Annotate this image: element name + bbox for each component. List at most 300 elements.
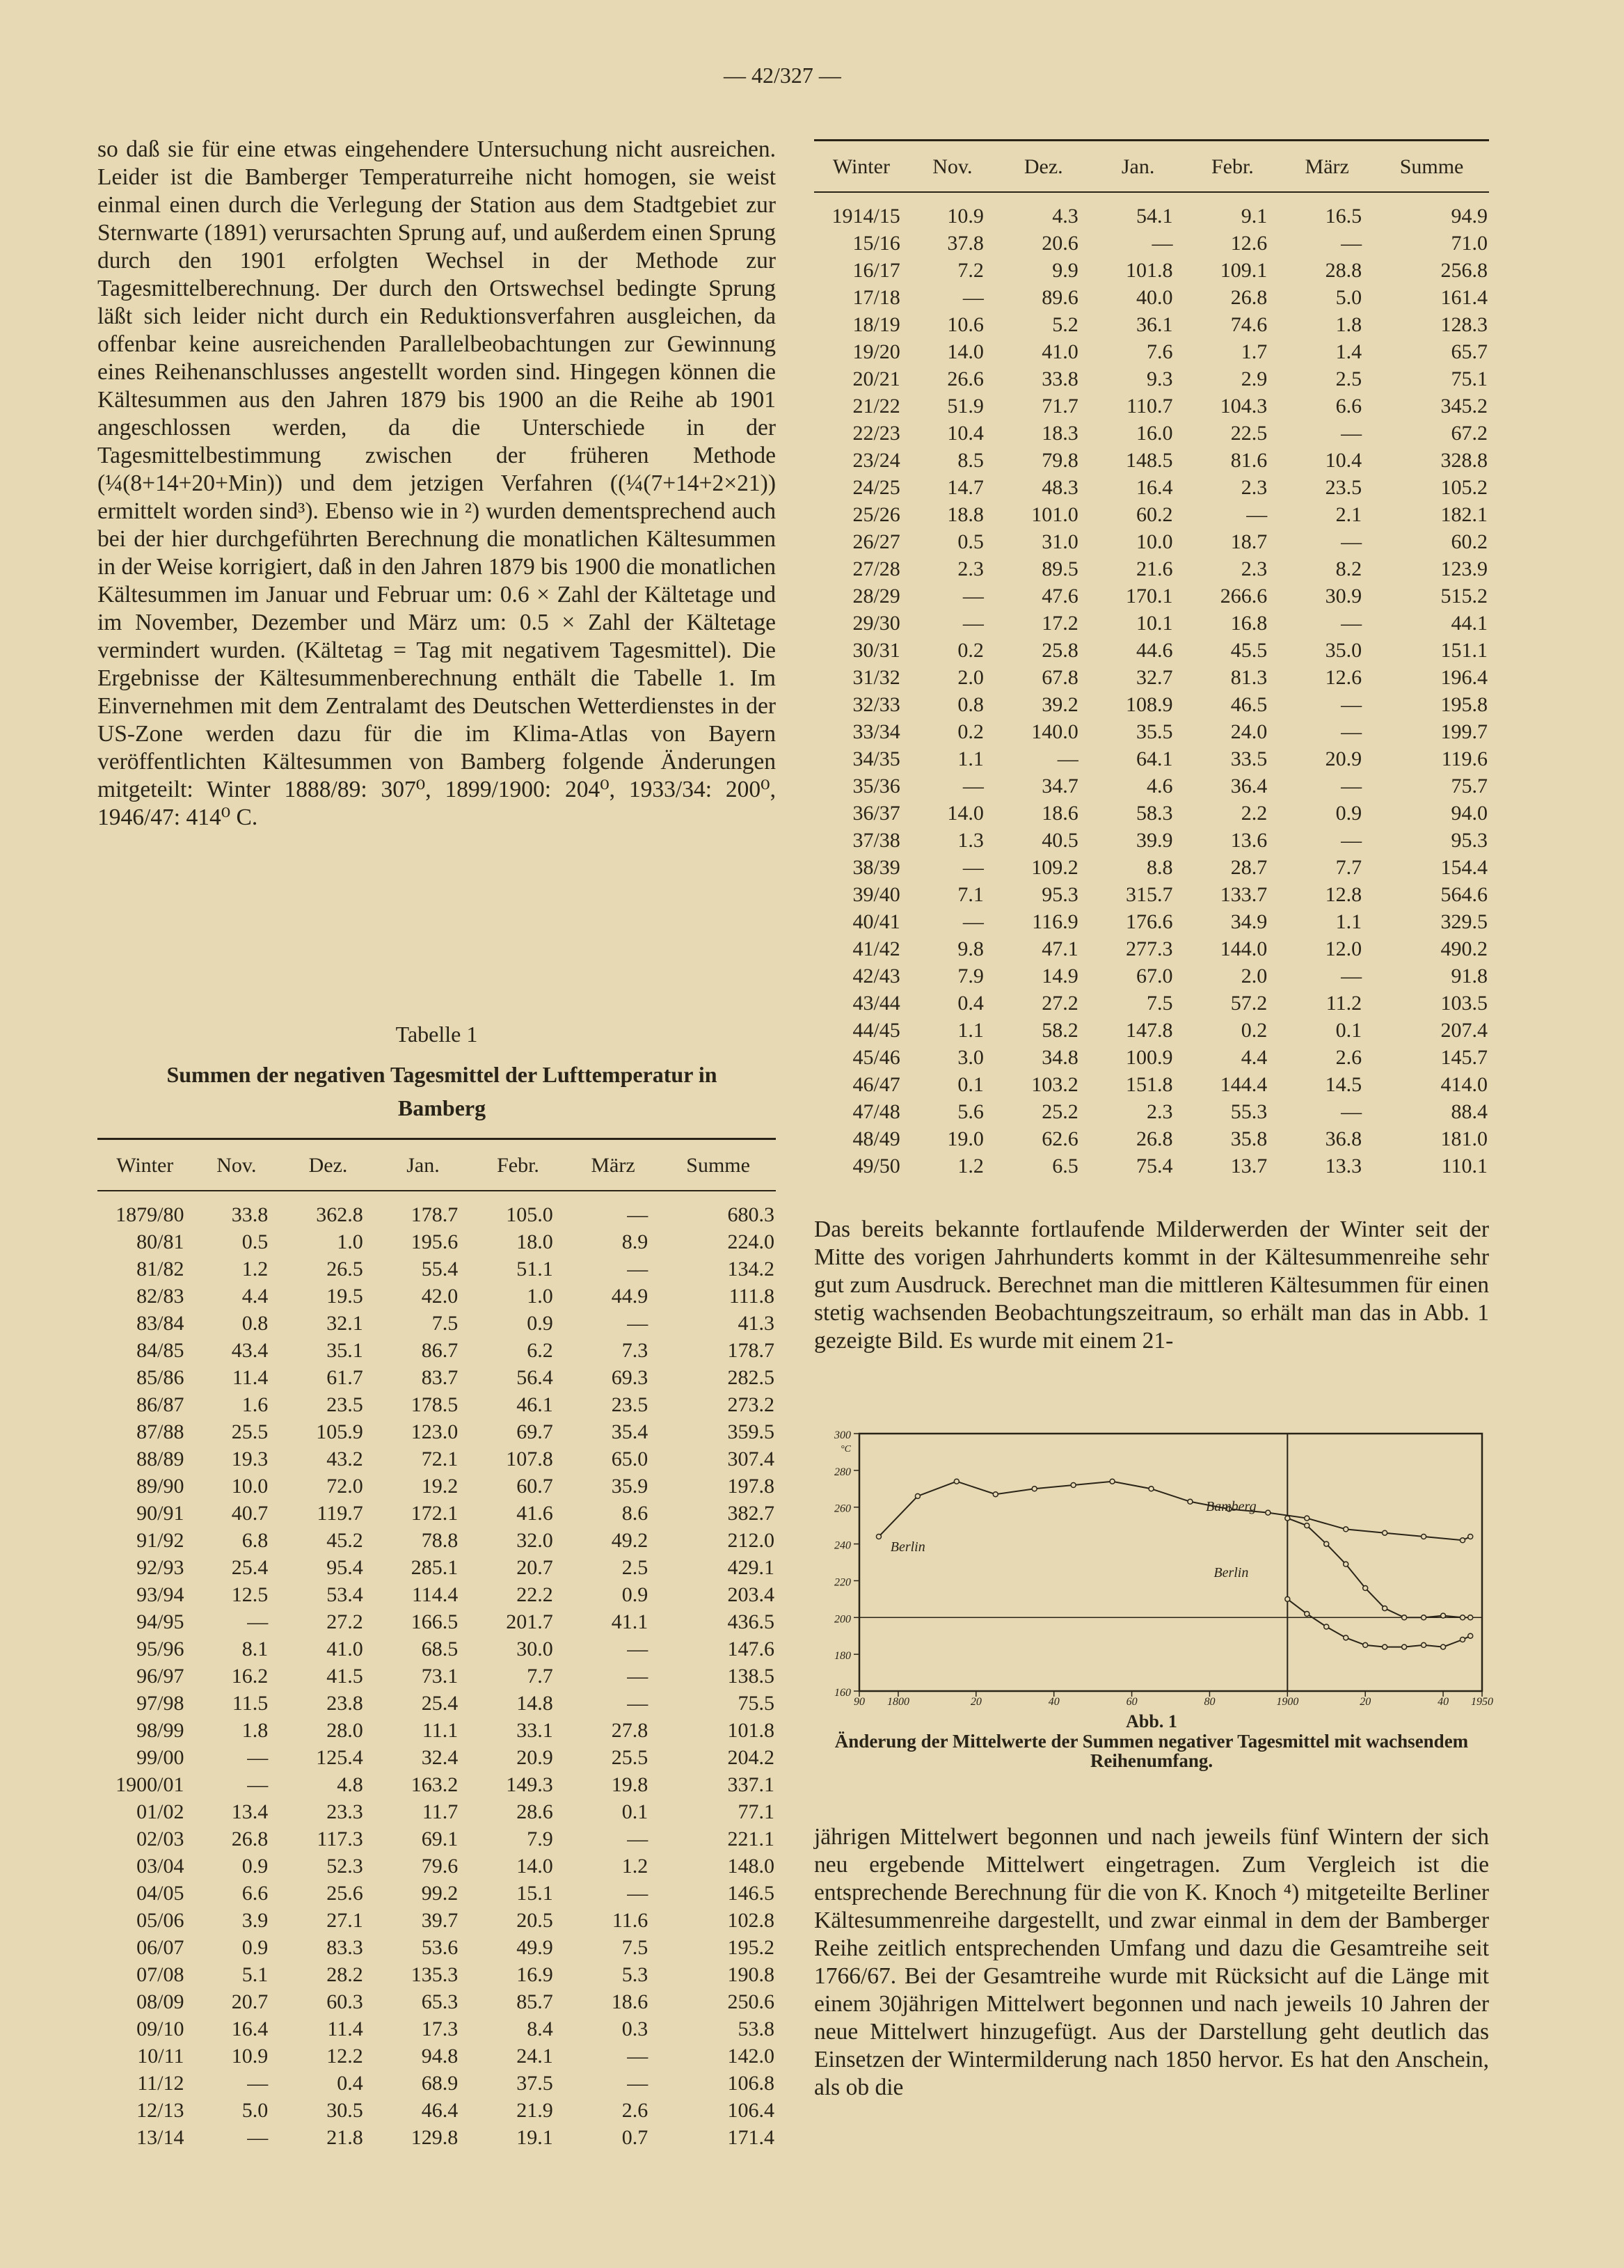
- data-point: [1305, 1612, 1309, 1617]
- table-cell: 4.4: [1241, 1046, 1268, 1069]
- x-tick-label: 60: [1126, 1696, 1138, 1708]
- table-row: [97, 1988, 776, 2015]
- data-point: [1422, 1615, 1426, 1620]
- table-cell: 8.9: [621, 1230, 648, 1253]
- table-cell: 105.9: [316, 1420, 363, 1443]
- table-cell: 176.6: [1125, 910, 1173, 933]
- table-row: [97, 2015, 776, 2043]
- table-row: [97, 1364, 776, 1391]
- x-tick-label: 90: [854, 1696, 865, 1708]
- table-cell: 25.4: [421, 1692, 459, 1715]
- table-cell: 43.4: [231, 1339, 269, 1362]
- table-cell: 41.0: [1042, 340, 1078, 363]
- table-row: [97, 1880, 776, 1907]
- table-row: [814, 962, 1489, 990]
- table-cell: 25/26: [852, 503, 900, 526]
- table-cell: 16.5: [1325, 205, 1362, 228]
- table-row: [814, 311, 1489, 338]
- table-cell: 4.3: [1052, 205, 1078, 228]
- table-cell: 20.9: [516, 1746, 553, 1769]
- table-cell: —: [627, 1637, 648, 1660]
- table-cell: 107.8: [506, 1448, 553, 1470]
- table-title: Summen der negativen Tagesmittel der Lufttemperatur in Bamberg: [166, 1062, 717, 1120]
- table-cell: 106.4: [727, 2099, 774, 2122]
- table-cell: 33.1: [516, 1719, 553, 1742]
- line-chart: [814, 1427, 1493, 1708]
- table-cell: 129.8: [411, 2126, 459, 2149]
- table-cell: 22/23: [852, 422, 900, 445]
- table-row: [814, 908, 1489, 935]
- table-cell: 26.8: [1230, 286, 1268, 309]
- table-cell: 10.4: [1325, 449, 1362, 472]
- table-cell: 203.4: [727, 1583, 774, 1606]
- table-cell: 83.7: [421, 1366, 459, 1389]
- table-cell: 36.4: [1230, 775, 1268, 798]
- table-cell: —: [1341, 232, 1362, 255]
- table-cell: 21/22: [852, 395, 900, 418]
- table-cell: —: [627, 1692, 648, 1715]
- table-row: [97, 1391, 776, 1418]
- table-cell: 19.5: [326, 1285, 363, 1308]
- table-row: [814, 1125, 1489, 1152]
- table-cell: 5.1: [241, 1963, 269, 1986]
- table-cell: 36.8: [1325, 1127, 1362, 1150]
- table-cell: 99/00: [136, 1746, 184, 1769]
- table-cell: 53.8: [738, 2017, 774, 2040]
- series-line: [1287, 1599, 1470, 1647]
- table-row: [814, 501, 1489, 528]
- table-cell: 34.8: [1042, 1046, 1078, 1069]
- plot-frame: [859, 1434, 1482, 1691]
- table-cell: —: [627, 1312, 648, 1335]
- table-cell: 16.2: [231, 1665, 269, 1688]
- table-cell: 1.1: [1335, 910, 1362, 933]
- table-cell: 37.8: [947, 232, 984, 255]
- table-row: [814, 854, 1489, 881]
- table-cell: 105.0: [506, 1203, 553, 1226]
- table-cell: 10.9: [947, 205, 984, 228]
- table-cell: 18.6: [1042, 802, 1078, 825]
- table-cell: 77.1: [738, 1800, 774, 1823]
- table-row: [814, 257, 1489, 284]
- table-cell: 273.2: [727, 1393, 774, 1416]
- data-point: [1383, 1644, 1387, 1649]
- table-cell: 65.7: [1451, 340, 1488, 363]
- data-point: [1363, 1586, 1368, 1591]
- table-cell: 19.2: [421, 1475, 459, 1498]
- table-cell: 23.5: [1325, 476, 1362, 499]
- table-cell: 33.8: [231, 1203, 269, 1226]
- table-cell: 32.4: [421, 1746, 459, 1769]
- table-row: [814, 772, 1489, 800]
- table-row: [814, 555, 1489, 582]
- table-cell: 14.0: [947, 802, 984, 825]
- table-cell: 41.6: [516, 1502, 553, 1525]
- table-cell: 65.3: [421, 1990, 459, 2013]
- data-table-left: [97, 1138, 776, 2151]
- table-cell: 25.5: [611, 1746, 648, 1769]
- table-cell: 8.4: [527, 2017, 553, 2040]
- table-cell: 15/16: [852, 232, 900, 255]
- table-cell: 5.0: [241, 2099, 269, 2122]
- table-cell: 1900/01: [116, 1773, 184, 1796]
- table-cell: 33.8: [1042, 367, 1078, 390]
- table-cell: 78.8: [421, 1529, 459, 1552]
- table-cell: 14.9: [1042, 965, 1078, 988]
- table-cell: —: [962, 856, 984, 879]
- table-cell: 21.6: [1136, 557, 1173, 580]
- data-point: [1383, 1530, 1387, 1535]
- table-cell: 1.2: [957, 1155, 984, 1177]
- table-cell: 1.6: [241, 1393, 269, 1416]
- table-cell: 35.9: [611, 1475, 648, 1498]
- table-cell: 48/49: [852, 1127, 900, 1150]
- table-cell: 16.4: [231, 2017, 269, 2040]
- table-cell: 26.8: [1136, 1127, 1173, 1150]
- table-row: [814, 582, 1489, 610]
- table-row: [814, 420, 1489, 447]
- table-cell: 414.0: [1440, 1073, 1488, 1096]
- table-cell: 148.5: [1125, 449, 1173, 472]
- table-cell: —: [1341, 422, 1362, 445]
- table-cell: 44/45: [852, 1019, 900, 1042]
- table-cell: 55.4: [421, 1258, 459, 1280]
- table-cell: 28.0: [326, 1719, 363, 1742]
- table-cell: 123.0: [411, 1420, 459, 1443]
- table-cell: 12.2: [326, 2045, 363, 2068]
- table-cell: 26.5: [326, 1258, 363, 1280]
- figure-caption-block: [814, 1712, 1489, 1770]
- table-cell: 45.5: [1230, 639, 1268, 662]
- table-cell: —: [1246, 503, 1268, 526]
- table-cell: 2.6: [621, 2099, 648, 2122]
- table-cell: 30/31: [852, 639, 900, 662]
- table-cell: 564.6: [1440, 883, 1488, 906]
- table-cell: 30.9: [1325, 585, 1362, 608]
- table-cell: 39.2: [1042, 693, 1078, 716]
- table-cell: 0.8: [957, 693, 984, 716]
- data-point: [1344, 1527, 1348, 1532]
- table-cell: 224.0: [727, 1230, 774, 1253]
- table-cell: 56.4: [516, 1366, 553, 1389]
- table-cell: 8.8: [1146, 856, 1173, 879]
- table-cell: 256.8: [1440, 259, 1488, 282]
- table-cell: 74.6: [1230, 313, 1268, 336]
- table-cell: 98/99: [136, 1719, 184, 1742]
- figure-abb1: [814, 1427, 1493, 1708]
- table-cell: 221.1: [727, 1827, 774, 1850]
- table-cell: 32.7: [1136, 666, 1173, 689]
- table-row: [814, 718, 1489, 745]
- table-cell: 47/48: [852, 1100, 900, 1123]
- table-row: [814, 664, 1489, 691]
- y-tick-label: 220: [834, 1576, 851, 1589]
- table-cell: 69.7: [516, 1420, 553, 1443]
- table-cell: 53.6: [421, 1936, 459, 1959]
- table-cell: 382.7: [727, 1502, 774, 1525]
- table-cell: 1.1: [957, 747, 984, 770]
- table-cell: 154.4: [1440, 856, 1488, 879]
- table-cell: —: [247, 1610, 269, 1633]
- table-cell: 18/19: [852, 313, 900, 336]
- table-header-cell: Summe: [660, 1139, 776, 1191]
- table-cell: 32.0: [516, 1529, 553, 1552]
- table-cell: 75.5: [738, 1692, 774, 1715]
- table-cell: 69.3: [611, 1366, 648, 1389]
- table-row: [97, 1445, 776, 1473]
- series-label: Bamberg: [1205, 1499, 1257, 1514]
- table-cell: 18.0: [516, 1230, 553, 1253]
- table-row: [814, 610, 1489, 637]
- table-cell: 110.7: [1127, 395, 1173, 418]
- table-cell: 2.0: [957, 666, 984, 689]
- table-cell: 31/32: [852, 666, 900, 689]
- table-cell: —: [962, 286, 984, 309]
- table-row: [97, 2043, 776, 2070]
- table-cell: 46.4: [421, 2099, 459, 2122]
- x-tick-label: 20: [970, 1696, 982, 1708]
- table-cell: 37.5: [516, 2072, 553, 2095]
- table-cell: 28.7: [1230, 856, 1268, 879]
- table-cell: 86.7: [421, 1339, 459, 1362]
- table-header-cell: Nov.: [909, 141, 996, 193]
- data-point: [1383, 1606, 1387, 1611]
- table-header-cell: Jan.: [376, 1139, 471, 1191]
- table-cell: 04/05: [136, 1882, 184, 1905]
- table-cell: 17/18: [852, 286, 900, 309]
- table-cell: 10.9: [231, 2045, 269, 2068]
- table-cell: 359.5: [727, 1420, 774, 1443]
- body-paragraph: so daß sie für eine etwas eingehendere Untersuchung nicht ausreichen. Leider ist die Bamberger Temperaturreihe nicht homogen, sie weist einmal einen durch die Verlegung der Station aus dem Stadtgebiet zur Sternwarte (1891) verursachten Sprung auf, und außerdem einen Sprung durch den 1901 erfolgten Wechsel in der Methode zur Tagesmittelberechnung. Der durch den Ortswechsel bedingte Sprung läßt sich leider nicht durch ein Reduktionsverfahren ausgleichen, da offenbar keine ausreichenden Parallelbeobachtungen zur Gewinnung eines Reihenanschlusses angestellt worden sind. Hingegen können die Kältesummen aus den Jahren 1879 bis 1900 an die Reihe ab 1901 angeschlossen werden, da die Unterschiede in der Tagesmittelbestimmung zwischen der früheren Methode (¼(8+14+20+Min)) und dem jetzigen Verfahren ((¼(7+14+2×21)) ermittelt worden sind³). Ebenso wie in ²) wurden dementsprechend auch bei der hier durchgeführten Berechnung die monatlichen Kältesummen in der Weise korrigiert, daß in den Jahren 1879 bis 1900 die monatlichen Kältesummen im Januar und Februar um: 0.6 × Zahl der Kältetage und im November, Dezember und März um: 0.5 × Zahl der Kältetage vermindert wurden. (Kältetag = Tag mit negativem Tagesmittel). Die Ergebnisse der Kältesummenberechnung enthält die Tabelle 1. Im Einvernehmen mit dem Zentralamt des Deutschen Wetterdienstes in der US-Zone werden dazu für die im Klima-Atlas von Bayern veröffentlichten Kältesummen von Bamberg folgende Änderungen mitgeteilt: Winter 1888/89: 307⁰, 1899/1900: 204⁰, 1933/34: 200⁰, 1946/47: 414⁰ C.: [97, 136, 776, 830]
- table-cell: 07/08: [136, 1963, 184, 1986]
- table-cell: 46/47: [852, 1073, 900, 1096]
- table-cell: 9.8: [957, 937, 984, 960]
- table-cell: 5.2: [1052, 313, 1078, 336]
- table-cell: 111.8: [729, 1285, 774, 1308]
- table-cell: 6.5: [1052, 1155, 1078, 1177]
- table-cell: 14.7: [947, 476, 984, 499]
- table-cell: 7.5: [431, 1312, 459, 1335]
- table-cell: 204.2: [727, 1746, 774, 1769]
- table-cell: 680.3: [727, 1203, 774, 1226]
- table-cell: 32/33: [852, 693, 900, 716]
- table-row: [97, 1961, 776, 1988]
- table-cell: 75.1: [1451, 367, 1488, 390]
- y-tick-label: 260: [834, 1502, 851, 1515]
- table-cell: 20.6: [1042, 232, 1078, 255]
- table-cell: 128.3: [1440, 313, 1488, 336]
- table-cell: 18.7: [1230, 530, 1268, 553]
- table-cell: 134.2: [727, 1258, 774, 1280]
- table-cell: 212.0: [727, 1529, 774, 1552]
- table-cell: 85.7: [516, 1990, 553, 2013]
- table-cell: 28.6: [516, 1800, 553, 1823]
- table-cell: 8.2: [1335, 557, 1362, 580]
- table-row: [814, 881, 1489, 908]
- table-cell: 23.5: [611, 1393, 648, 1416]
- table-cell: 23.3: [326, 1800, 363, 1823]
- table-row: [97, 1690, 776, 1717]
- y-tick-label: 180: [834, 1650, 851, 1663]
- table-cell: 12.0: [1325, 937, 1362, 960]
- table-cell: 145.7: [1440, 1046, 1488, 1069]
- table-cell: 14.0: [947, 340, 984, 363]
- table-cell: —: [1341, 965, 1362, 988]
- table-cell: 46.1: [516, 1393, 553, 1416]
- table-cell: 171.4: [727, 2126, 774, 2149]
- data-point: [915, 1493, 920, 1498]
- table-cell: 88/89: [136, 1448, 184, 1470]
- table-cell: 4.8: [337, 1773, 363, 1796]
- table-cell: 89/90: [136, 1475, 184, 1498]
- table-row: [814, 1152, 1489, 1180]
- table-cell: 11.5: [232, 1692, 269, 1715]
- table-cell: 47.6: [1042, 585, 1078, 608]
- table-cell: 43.2: [326, 1448, 363, 1470]
- table-row: [97, 2097, 776, 2124]
- table-cell: 429.1: [727, 1556, 774, 1579]
- table-cell: 190.8: [727, 1963, 774, 1986]
- table-cell: 1.8: [241, 1719, 269, 1742]
- table-cell: 23.5: [326, 1393, 363, 1416]
- table-cell: 16.8: [1230, 612, 1268, 635]
- table-cell: 178.7: [411, 1203, 459, 1226]
- table-cell: 20.5: [516, 1909, 553, 1932]
- right-paragraph-2: jährigen Mittelwert begonnen und nach jeweils fünf Wintern der sich neu ergebende Mittelwert eingetragen. Zum Vergleich ist die entsprechende Berechnung für die von K. Knoch ⁴) mitgeteilte Berliner Kältesummenreihe dargestellt, und zwar einmal in dem der Bamberger Reihe zeitlich entsprechenden Umfang und dazu die Gesamtreihe seit 1766/67. Bei der Gesamtreihe wurde mit Rücksicht auf die Länge mit einem 30jährigen Mittelwert begonnen und nach jeweils 10 Jahren der neue Mittelwert hinzugefügt. Aus der Darstellung geht deutlich das Einsetzen der Wintermilderung nach 1850 hervor. Es hat den Anschein, als ob die: [814, 1824, 1489, 2100]
- table-cell: 83.3: [326, 1936, 363, 1959]
- table-cell: 40/41: [852, 910, 900, 933]
- table-cell: 33/34: [852, 720, 900, 743]
- table-cell: 22.5: [1230, 422, 1268, 445]
- table-cell: 45.2: [326, 1529, 363, 1552]
- table-cell: 28.2: [326, 1963, 363, 1986]
- table-cell: 250.6: [727, 1990, 774, 2013]
- table-cell: 31.0: [1042, 530, 1078, 553]
- table-cell: 2.3: [1241, 557, 1268, 580]
- table-cell: 0.7: [621, 2126, 648, 2149]
- table-cell: 68.5: [421, 1637, 459, 1660]
- table-cell: 27.1: [326, 1909, 363, 1932]
- table-cell: 51.9: [947, 395, 984, 418]
- table-cell: 166.5: [411, 1610, 459, 1633]
- table-cell: 1.4: [1335, 340, 1362, 363]
- table-cell: 119.7: [317, 1502, 363, 1525]
- table-cell: 490.2: [1440, 937, 1488, 960]
- table-cell: 22.2: [516, 1583, 553, 1606]
- table-cell: 199.7: [1440, 720, 1488, 743]
- table-cell: 64.1: [1136, 747, 1173, 770]
- table-cell: 170.1: [1125, 585, 1173, 608]
- x-tick-label: 40: [1048, 1696, 1060, 1708]
- table-row: [814, 800, 1489, 827]
- data-point: [1305, 1523, 1309, 1528]
- data-point: [1468, 1615, 1473, 1620]
- table-cell: 436.5: [727, 1610, 774, 1633]
- table-cell: —: [1341, 720, 1362, 743]
- table-cell: 35/36: [852, 775, 900, 798]
- table-cell: 0.1: [621, 1800, 648, 1823]
- table-row: [97, 1310, 776, 1337]
- table-cell: 27.2: [326, 1610, 363, 1633]
- table-cell: 9.1: [1241, 205, 1268, 228]
- table-cell: 05/06: [136, 1909, 184, 1932]
- table-cell: 109.2: [1031, 856, 1078, 879]
- table-cell: 149.3: [506, 1773, 553, 1796]
- table-cell: 307.4: [727, 1448, 774, 1470]
- table-cell: 105.2: [1440, 476, 1488, 499]
- data-table-right: [814, 139, 1489, 1180]
- table-cell: 9.9: [1052, 259, 1078, 282]
- table-cell: 1.0: [337, 1230, 363, 1253]
- table-cell: 117.3: [317, 1827, 363, 1850]
- table-cell: 28/29: [852, 585, 900, 608]
- table-cell: 40.7: [231, 1502, 269, 1525]
- table-cell: 1.8: [1335, 313, 1362, 336]
- table-cell: 25.8: [1042, 639, 1078, 662]
- table-cell: 55.3: [1230, 1100, 1268, 1123]
- table-cell: 14.5: [1325, 1073, 1362, 1096]
- table-cell: 23.8: [326, 1692, 363, 1715]
- table-cell: 18.8: [947, 503, 984, 526]
- table-cell: 73.1: [421, 1665, 459, 1688]
- table-cell: 97/98: [136, 1692, 184, 1715]
- series-label: Berlin: [890, 1539, 925, 1555]
- table-cell: 282.5: [727, 1366, 774, 1389]
- table-cell: 52.3: [326, 1855, 363, 1878]
- table-cell: 103.2: [1031, 1073, 1078, 1096]
- table-cell: 60.3: [326, 1990, 363, 2013]
- table-cell: 61.7: [326, 1366, 363, 1389]
- table-cell: 95/96: [136, 1637, 184, 1660]
- table-cell: 0.5: [241, 1230, 269, 1253]
- table-cell: 67.0: [1136, 965, 1173, 988]
- table-cell: 0.2: [957, 720, 984, 743]
- data-point: [1460, 1637, 1465, 1642]
- table-cell: 7.7: [1335, 856, 1362, 879]
- table-cell: 88.4: [1451, 1100, 1488, 1123]
- table-cell: 140.0: [1031, 720, 1078, 743]
- table-cell: 47.1: [1042, 937, 1078, 960]
- table-cell: 11.1: [422, 1719, 459, 1742]
- table-cell: 49.9: [516, 1936, 553, 1959]
- table-cell: 181.0: [1440, 1127, 1488, 1150]
- table-cell: 99.2: [421, 1882, 459, 1905]
- table-row: [97, 1798, 776, 1825]
- table-row: [97, 1554, 776, 1581]
- table-cell: 90/91: [136, 1502, 184, 1525]
- table-cell: 41.3: [738, 1312, 774, 1335]
- table-row: [814, 392, 1489, 420]
- table-cell: 17.2: [1042, 612, 1078, 635]
- data-point: [1441, 1613, 1446, 1618]
- table-cell: —: [627, 2072, 648, 2095]
- table-cell: 16/17: [852, 259, 900, 282]
- table-cell: 2.9: [1241, 367, 1268, 390]
- table-cell: 13/14: [136, 2126, 184, 2149]
- table-cell: 12.6: [1230, 232, 1268, 255]
- table-cell: 201.7: [506, 1610, 553, 1633]
- table-cell: 20/21: [852, 367, 900, 390]
- table-cell: 0.2: [957, 639, 984, 662]
- table-cell: 81.6: [1230, 449, 1268, 472]
- table-cell: 20.7: [516, 1556, 553, 1579]
- table-row: [814, 745, 1489, 772]
- table-cell: 125.4: [316, 1746, 363, 1769]
- data-point: [1468, 1535, 1473, 1539]
- left-column-text: [97, 136, 776, 832]
- data-point: [1422, 1642, 1426, 1647]
- data-point: [1149, 1486, 1154, 1491]
